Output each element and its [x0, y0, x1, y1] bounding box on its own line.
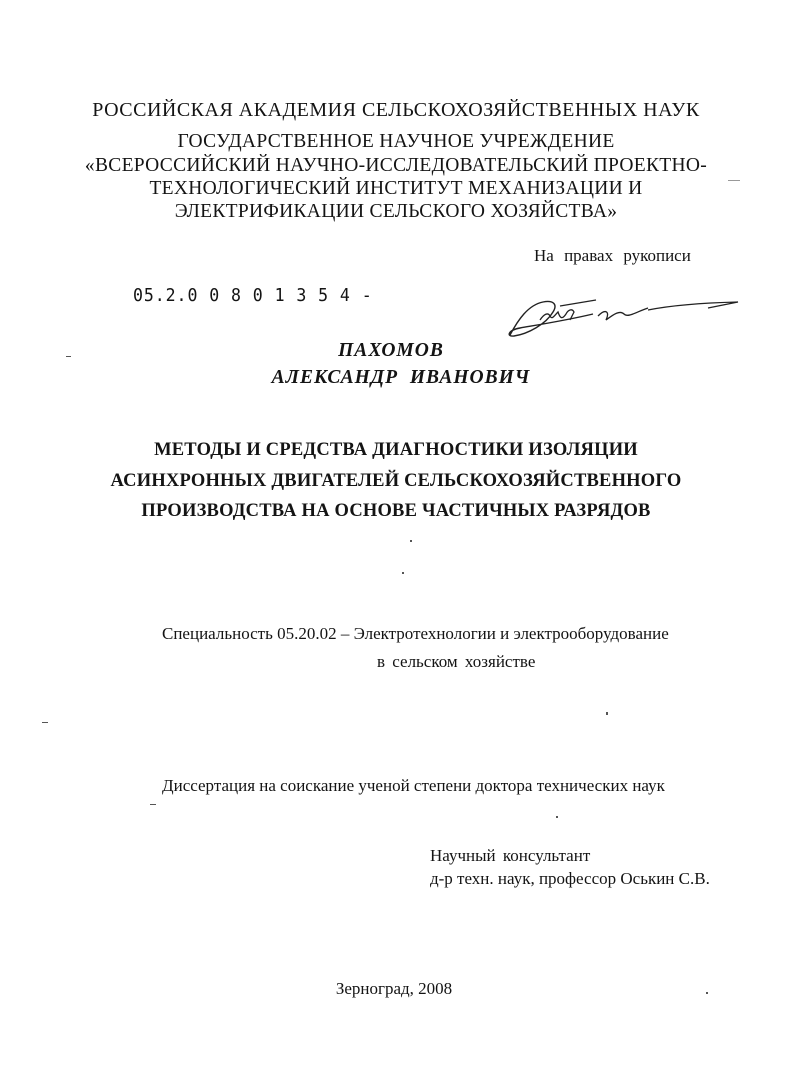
- author-surname: ПАХОМОВ: [338, 340, 444, 361]
- institution-line-1: ГОСУДАРСТВЕННОЕ НАУЧНОЕ УЧРЕЖДЕНИЕ: [177, 131, 615, 152]
- scan-speck: [410, 540, 412, 542]
- registry-code: 05.2.0 0 8 0 1 3 5 4 -: [133, 285, 373, 306]
- institution-line-4: ЭЛЕКТРИФИКАЦИИ СЕЛЬСКОГО ХОЗЯЙСТВА»: [174, 201, 618, 222]
- scan-speck: [556, 816, 558, 818]
- scan-speck: [728, 180, 740, 181]
- scan-speck: [150, 804, 156, 805]
- place-and-year: Зерноград, 2008: [335, 979, 453, 998]
- scan-speck: [66, 356, 71, 357]
- title-line-1: МЕТОДЫ И СРЕДСТВА ДИАГНОСТИКИ ИЗОЛЯЦИИ: [154, 440, 638, 460]
- academy-name: РОССИЙСКАЯ АКАДЕМИЯ СЕЛЬСКОХОЗЯЙСТВЕННЫХ НАУК: [92, 99, 700, 121]
- consultant-name: д-р техн. наук, профессор Оськин С.В.: [430, 869, 710, 888]
- scan-speck: [402, 572, 404, 574]
- title-line-3: ПРОИЗВОДСТВА НА ОСНОВЕ ЧАСТИЧНЫХ РАЗРЯДОВ: [141, 501, 651, 521]
- institution-line-3: ТЕХНОЛОГИЧЕСКИЙ ИНСТИТУТ МЕХАНИЗАЦИИ И: [149, 178, 643, 199]
- scan-speck: [606, 712, 608, 715]
- author-given-names: АЛЕКСАНДР ИВАНОВИЧ: [271, 367, 531, 388]
- dissertation-statement: Диссертация на соискание ученой степени доктора технических наук: [162, 776, 665, 795]
- institution-line-2: «ВСЕРОССИЙСКИЙ НАУЧНО-ИССЛЕДОВАТЕЛЬСКИЙ ПРОЕКТНО-: [84, 155, 708, 176]
- scan-speck: [706, 992, 708, 994]
- manuscript-note: На правах рукописи: [534, 246, 691, 265]
- specialty-line-1: Специальность 05.20.02 – Электротехнологии и электрооборудование: [162, 624, 669, 643]
- scan-speck: [42, 722, 48, 723]
- title-line-2: АСИНХРОННЫХ ДВИГАТЕЛЕЙ СЕЛЬСКОХОЗЯЙСТВЕННОГО: [110, 471, 682, 491]
- specialty-line-2: в сельском хозяйстве: [377, 652, 536, 671]
- consultant-role: Научный консультант: [430, 846, 591, 865]
